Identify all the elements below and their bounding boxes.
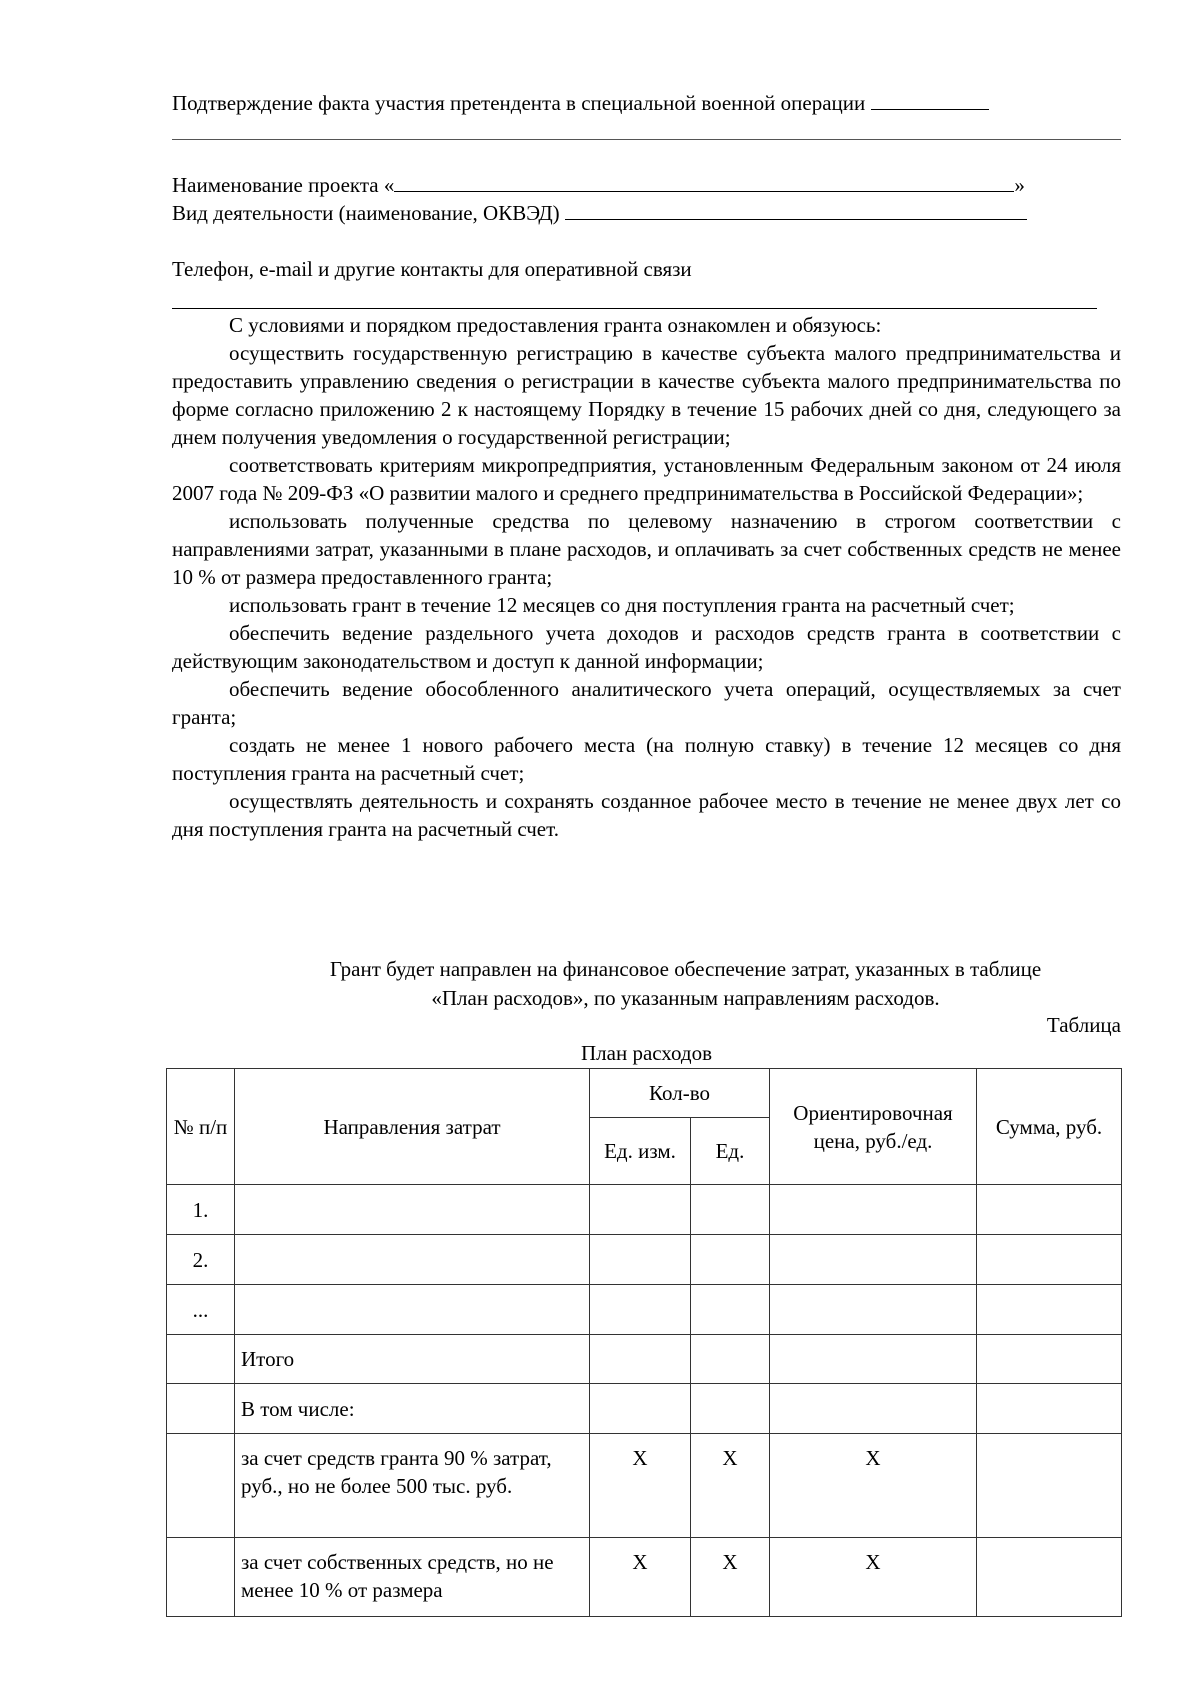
cell-num: 1. xyxy=(167,1185,235,1235)
cell-price[interactable] xyxy=(770,1285,977,1335)
cell-direction: Итого xyxy=(235,1335,590,1384)
table-row-total xyxy=(167,1335,1122,1384)
contacts-label: Телефон, e-mail и другие контакты для оперативной связи xyxy=(172,257,692,281)
header-unit: Ед. изм. xyxy=(590,1118,691,1185)
cell-price[interactable] xyxy=(770,1384,977,1434)
activity-line xyxy=(172,199,1121,227)
grant-note-line1: Грант будет направлен на финансовое обеспечение затрат, указанных в таблице xyxy=(329,957,1042,981)
cell-unit[interactable] xyxy=(590,1335,691,1384)
table-label: Таблица xyxy=(1046,1013,1121,1037)
header-num: № п/п xyxy=(167,1069,235,1185)
cell-num xyxy=(167,1538,235,1617)
cell-sum[interactable] xyxy=(977,1538,1122,1617)
project-name-field[interactable] xyxy=(394,171,1014,192)
cell-sum[interactable] xyxy=(977,1235,1122,1285)
activity-label: Вид деятельности (наименование, ОКВЭД) xyxy=(172,201,560,225)
cell-direction[interactable] xyxy=(235,1235,590,1285)
cell-price[interactable] xyxy=(770,1235,977,1285)
obligation-item: использовать грант в течение 12 месяцев со дня поступления гранта на расчетный счет; xyxy=(229,593,1015,617)
cell-sum[interactable] xyxy=(977,1285,1122,1335)
cell-direction[interactable] xyxy=(235,1185,590,1235)
table-row xyxy=(167,1285,1122,1335)
project-label-close: » xyxy=(1014,173,1025,197)
activity-field[interactable] xyxy=(565,199,1027,220)
cell-num xyxy=(167,1434,235,1538)
obligation-item: соответствовать критериям микропредприятия, установленным Федеральным законом от 24 июля 2007 года № 209-ФЗ «О развитии малого и среднего предпринимательства в Российской Федерации»; xyxy=(172,453,1121,505)
obligation-item: обеспечить ведение раздельного учета доходов и расходов средств гранта в соответствии с действующим законодательством и доступ к данной информации; xyxy=(172,621,1121,673)
project-label: Наименование проекта « xyxy=(172,173,395,197)
svo-field[interactable] xyxy=(871,89,989,110)
obligation-item: обеспечить ведение обособленного аналитического учета операций, осуществляемых за счет гранта; xyxy=(172,677,1121,729)
cell-price: X xyxy=(770,1538,977,1617)
table-row-own-share xyxy=(167,1538,1122,1617)
obligation-intro: С условиями и порядком предоставления гранта ознакомлен и обязуюсь: xyxy=(229,313,882,337)
cell-unit[interactable] xyxy=(590,1285,691,1335)
header-qty: Кол-во xyxy=(590,1069,770,1118)
cell-units[interactable] xyxy=(691,1384,770,1434)
cell-price[interactable] xyxy=(770,1335,977,1384)
obligation-item: осуществить государственную регистрацию в качестве субъекта малого предпринимательства и предоставить управлению сведения о регистрации в качестве субъекта малого предпринимательства по форме согласно приложению 2 к настоящему Порядку в течение 15 рабочих дней со дня, следующего за днем получения уведомления о государственной регистрации; xyxy=(172,341,1121,449)
table-row-grant-share xyxy=(167,1434,1122,1538)
cell-direction[interactable] xyxy=(235,1285,590,1335)
expense-plan-table xyxy=(166,1068,1122,1617)
cell-num: ... xyxy=(167,1285,235,1335)
cell-units[interactable] xyxy=(691,1335,770,1384)
header-sum: Сумма, руб. xyxy=(977,1069,1122,1185)
cell-units: X xyxy=(691,1434,770,1538)
cell-price[interactable] xyxy=(770,1185,977,1235)
cell-units[interactable] xyxy=(691,1285,770,1335)
cell-unit[interactable] xyxy=(590,1235,691,1285)
cell-units: X xyxy=(691,1538,770,1617)
obligation-item: создать не менее 1 нового рабочего места (на полную ставку) в течение 12 месяцев со дня поступления гранта на расчетный счет; xyxy=(172,733,1121,785)
header-direction: Направления затрат xyxy=(235,1069,590,1185)
cell-units[interactable] xyxy=(691,1235,770,1285)
obligations-text xyxy=(172,311,1121,843)
table-row xyxy=(167,1235,1122,1285)
cell-direction: за счет средств гранта 90 % затрат, руб., но не более 500 тыс. руб. xyxy=(235,1434,590,1538)
obligation-item: использовать полученные средства по целевому назначению в строгом соответствии с направлениями затрат, указанными в плане расходов, и оплачивать за счет собственных средств не менее 10 % от размера предоставленного гранта; xyxy=(172,509,1121,589)
cell-sum[interactable] xyxy=(977,1434,1122,1538)
cell-num xyxy=(167,1384,235,1434)
svo-field-continuation[interactable] xyxy=(172,139,1121,140)
project-name-line xyxy=(172,171,1121,199)
contacts-field[interactable] xyxy=(172,308,1097,309)
cell-units[interactable] xyxy=(691,1185,770,1235)
table-row-including xyxy=(167,1384,1122,1434)
svo-label: Подтверждение факта участия претендента в специальной военной операции xyxy=(172,91,866,115)
svo-confirmation-line xyxy=(172,89,1121,117)
header-price: Ориентировочная цена, руб./ед. xyxy=(770,1069,977,1185)
table-row xyxy=(167,1185,1122,1235)
cell-num: 2. xyxy=(167,1235,235,1285)
header-units: Ед. xyxy=(691,1118,770,1185)
cell-sum[interactable] xyxy=(977,1335,1122,1384)
cell-sum[interactable] xyxy=(977,1185,1122,1235)
cell-num xyxy=(167,1335,235,1384)
grant-note-line2: «План расходов», по указанным направлениям расходов. xyxy=(431,986,940,1010)
cell-direction: за счет собственных средств, но не менее 10 % от размера xyxy=(235,1538,590,1617)
obligation-item: осуществлять деятельность и сохранять созданное рабочее место в течение не менее двух лет со дня поступления гранта на расчетный счет. xyxy=(172,789,1121,841)
cell-unit: X xyxy=(590,1434,691,1538)
cell-unit: X xyxy=(590,1538,691,1617)
cell-price: X xyxy=(770,1434,977,1538)
cell-direction: В том числе: xyxy=(235,1384,590,1434)
cell-unit[interactable] xyxy=(590,1185,691,1235)
cell-unit[interactable] xyxy=(590,1384,691,1434)
table-title: План расходов xyxy=(580,1041,712,1065)
cell-sum[interactable] xyxy=(977,1384,1122,1434)
